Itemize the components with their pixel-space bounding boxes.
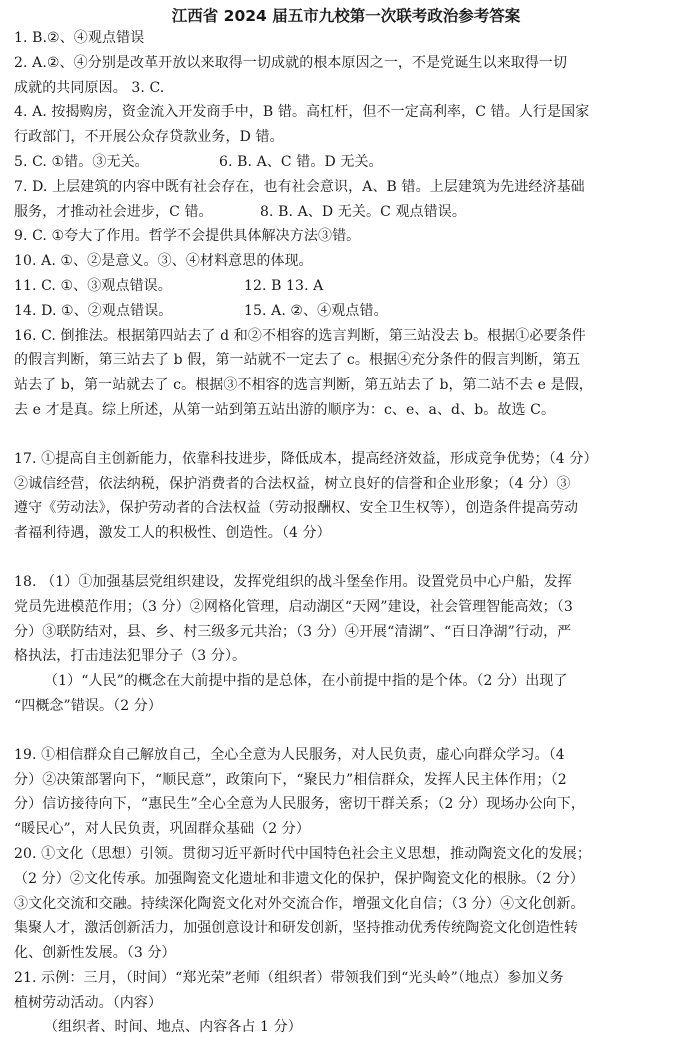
answer-4-line-2: 行政部门，不开展公众存贷款业务，D 错。 [14,129,284,146]
answer-18-line-2: 党员先进模范作用；（3 分）②网格化管理，启动湖区“天网”建设，社会管理智能高效；（3 [14,598,573,615]
answer-6: 6. B. A、C 错。D 无关。 [219,153,383,170]
answer-11-13-row [14,274,678,299]
answer-5-6-row [14,150,678,175]
answer-4-line-1: 4. A. 按揭购房，资金流入开发商手中，B 错。高杠杆，但不一定高利率，C 错。人行是国家 [14,104,590,121]
answer-17-line-2: ②诚信经营，依法纳税，保护消费者的合法权益，树立良好的信誉和企业形象；（4 分）③ [14,475,571,492]
answer-2-line-2: 成就的共同原因。 3. C. [14,79,165,96]
answer-8: 8. B. A、D 无关。C 观点错误。 [260,203,466,220]
answer-14: 14. D. ①、②观点错误。 [14,302,173,319]
spacer [14,423,678,447]
answer-18-line-3: 分）③联防结对，县、乡、村三级多元共治；（3 分）④开展“清湖”、“百日净湖”行动，严 [14,623,572,640]
answer-1: 1. B.②、④观点错误 [14,30,145,46]
answer-9: 9. C. ①夸大了作用。哲学不会提供具体解决方法③错。 [14,228,361,245]
answer-19-line-2: 分）②决策部署向下，“顺民意”，政策向下，“聚民力”相信群众，发挥人民主体作用；（2 [14,771,567,788]
answer-2-line-1: 2. A.②、④分别是改革开放以来取得一切成就的根本原因之一，不是党诞生以来取得一切 [14,54,568,71]
answer-11: 11. C. ①、③观点错误。 [14,277,172,294]
answer-20-line-3: ③文化交流和交融。持续深化陶瓷文化对外交流合作，增强文化自信；（3 分）④文化创新。 [14,895,585,912]
answer-18-line-1: 18. （1）①加强基层党组织建设，发挥党组织的战斗堡垒作用。设置党员中心户船，发挥 [14,573,572,590]
answer-19-line-1: 19. ①相信群众自己解放自己，全心全意为人民服务，对人民负责，虚心向群众学习。（4 [14,746,565,763]
answer-10: 10. A. ①、②是意义。③、④材料意思的体现。 [14,253,313,270]
answer-16-line-3: 站去了 b，第一站就去了 c。根据③不相容的选言判断，第五站去了 b，第二站不去 e 是假， [14,377,593,394]
answer-17-line-4: 者福利待遇，激发工人的积极性、创造性。（4 分） [14,525,331,542]
answer-7-line-2: 服务，才推动社会进步，C 错。 [14,203,213,220]
answer-21-line-2: 植树劳动活动。（内容） [14,994,163,1011]
answer-16-line-1: 16. C. 倒推法。根据第四站去了 d 和②不相容的选言判断，第三站没去 b。根据①必要条件 [14,327,586,344]
answer-15: 15. A. ②、④观点错。 [244,302,388,319]
spacer [14,546,678,570]
answer-18-line-6: “四概念”错误。（2 分） [14,697,162,714]
page-title: 江西省 2024 届五市九校第一次联考政治参考答案 [171,7,521,25]
answer-12-13: 12. B 13. A [244,277,324,294]
answer-21-line-3: （组织者、时间、地点、内容各占 1 分） [44,1019,302,1036]
answer-20-line-5: 化、创新性发展。（3 分） [14,945,176,962]
spacer [14,719,678,743]
answer-5: 5. C. ①错。③无关。 [14,153,149,170]
answer-17-line-1: 17. ①提高自主创新能力，依靠科技进步，降低成本，提高经济效益，形成竞争优势；（4 分） [14,450,598,467]
answer-16-line-4: 去 e 才是真。综上所述，从第一站到第五站出游的顺序为：c、e、a、d、b。故选 C。 [14,401,556,418]
answer-20-line-1: 20. ①文化（思想）引领。贯彻习近平新时代中国特色社会主义思想，推动陶瓷文化的发展； [14,845,592,862]
answer-18-line-4: 格执法，打击违法犯罪分子（3 分）。 [14,648,247,665]
answer-21-line-1: 21. 示例：三月，（时间）“郑光荣”老师（组织者）带领我们到“光头岭”（地点）参加义务 [14,969,564,986]
answer-20-line-2: （2 分）②文化传承。加强陶瓷文化遗址和非遗文化的保护，保护陶瓷文化的根脉。（2 分） [14,870,585,887]
answer-19-line-3: 分）信访接待向下，“惠民生”全心全意为人民服务，密切干群关系；（2 分）现场办公向下， [14,796,585,813]
answer-19-line-4: “暖民心”，对人民负责，巩固群众基础（2 分） [14,821,310,838]
answer-14-15-row [14,299,678,324]
answer-7-8-row [14,200,678,225]
answer-16-line-2: 的假言判断，第三站去了 b 假，第一站就不一定去了 c。根据④充分条件的假言判断，第五 [14,352,581,369]
answer-17-line-3: 遵守《劳动法》，保护劳动者的合法权益（劳动报酬权、安全卫生权等），创造条件提高劳动 [14,500,579,517]
answer-7-line-1: 7. D. 上层建筑的内容中既有社会存在，也有社会意识，A、B 错。上层建筑为先进经济基础 [14,178,585,195]
answer-18-line-5: （1）“人民”的概念在大前提中指的是总体，在小前提中指的是个体。（2 分）出现了 [44,673,568,690]
answer-20-line-4: 集聚人才，激活创新活力，加强创意设计和研发创新，坚持推动优秀传统陶瓷文化创造性转 [14,920,578,937]
